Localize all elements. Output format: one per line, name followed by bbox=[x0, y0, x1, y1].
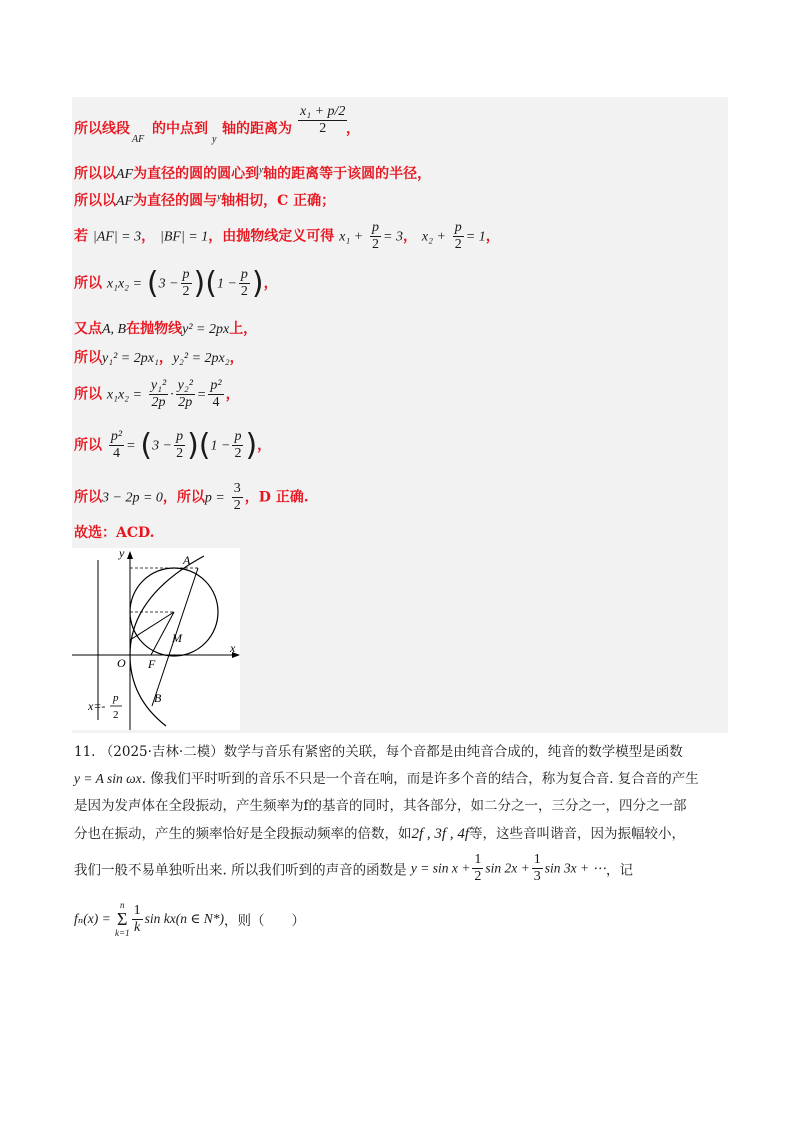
label-a: A bbox=[183, 553, 191, 567]
question-line-3: 是因为发声体在全段振动，产生频率为f的基音的同时，其各部分，如二分之一，三分之一，四分之一部 bbox=[74, 798, 687, 814]
solution-line-9: 所以 $\frac{\text{p²}}{4}$ = (3 − $\frac{p}{2}$ )(1 − $\frac{p}{2}$ )， bbox=[74, 428, 272, 463]
label-o: O bbox=[117, 656, 126, 670]
parabola-figure bbox=[72, 548, 240, 730]
label-directrix: x=- bbox=[88, 699, 106, 713]
label-f: F bbox=[148, 657, 156, 671]
figure-svg bbox=[72, 548, 240, 730]
question-line-6: fₙ(x) = n Σ k=1 $\frac{1}{k}$ sin kx(n ∈ N*)，则（ ） bbox=[74, 900, 305, 938]
solution-line-10: 所以3 − 2p = 0，所以p = $\frac{3}{2}$ ，D 正确. bbox=[74, 481, 309, 513]
question-line-2: y = A sin ωx. 像我们平时听到的音乐不只是一个音在响，而是许多个音的结合，称为复合音. 复合音的产生 bbox=[74, 771, 699, 787]
sum-symbol: n Σ k=1 bbox=[115, 900, 130, 938]
solution-line-3: 所以以AF为直径的圆与$^y$轴相切，C 正确； bbox=[74, 191, 336, 209]
label-m: M bbox=[172, 631, 182, 645]
solution-line-4: 若 |AF| = 3， |BF| = 1，由抛物线定义可得 x₁ + $\frac{p}{2}$ = 3， x₂ + $\frac{p}{2}$ = 1， bbox=[74, 220, 500, 252]
question-source: （2025·吉林·二模） bbox=[99, 744, 224, 760]
solution-line-7: 所以y₁² = 2px₁，y₂² = 2px₂， bbox=[74, 350, 244, 366]
label-y: y bbox=[119, 548, 125, 560]
solution-line-6: 又点A, B在抛物线y² = 2px上， bbox=[74, 321, 258, 337]
solution-answer: 故选：ACD. bbox=[74, 525, 155, 541]
label-directrix-p: p bbox=[113, 692, 119, 704]
label-directrix-2: 2 bbox=[113, 709, 119, 721]
solution-line-5: 所以 x₁x₂ = (3 − $\frac{p}{2}$ )(1 − $\frac{p}{2}$ )， bbox=[74, 266, 278, 301]
question-line-5: 我们一般不易单独听出来. 所以我们听到的声音的函数是 y = sin x + $\frac{1}{2}$ sin 2x + $\frac{1}{3}$ sin 3x + ⋯，记 bbox=[74, 852, 633, 884]
label-x: x bbox=[230, 641, 236, 655]
question-line-4: 分也在振动，产生的频率恰好是全段振动频率的倍数，如2f , 3f , 4f等，这些音叫谐音，因为振幅较小， bbox=[74, 826, 686, 842]
solution-line-8: 所以 x₁x₂ = $\frac{\text{y₁²}}{2p}$ · $\frac{\text{y₂²}}{2p}$ = $\frac{\text{p²}}{4}$ ， bbox=[74, 378, 240, 410]
question-line-1: 11. （2025·吉林·二模）数学与音乐有紧密的关联，每个音都是由纯音合成的，纯音的数学模型是函数 bbox=[74, 744, 683, 760]
solution-line-2: 所以以AF为直径的圆的圆心到$^y$轴的距离等于该圆的半径， bbox=[74, 164, 432, 182]
label-b: B bbox=[154, 691, 162, 705]
segment-to-m bbox=[130, 612, 174, 640]
segment-m-f bbox=[151, 612, 174, 655]
question-number: 11. bbox=[74, 744, 96, 760]
y-axis-arrow bbox=[127, 551, 133, 559]
